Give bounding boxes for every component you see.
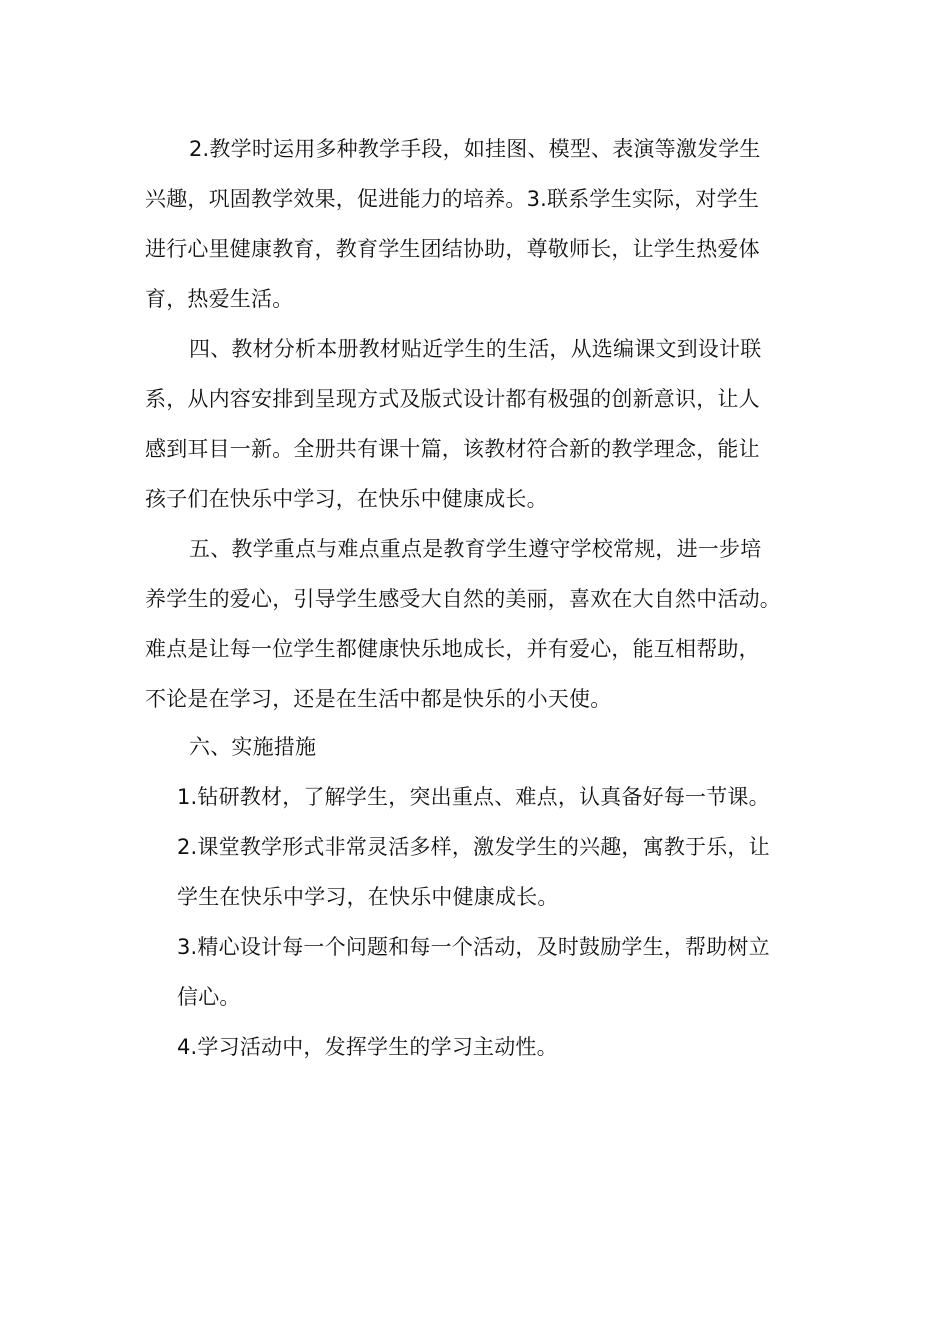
- paragraph-key-points: [145, 524, 817, 724]
- text-line: 五、教学重点与难点重点是教育学生遵守学校常规，进一步培: [189, 537, 762, 561]
- text-line: 四、教材分析本册教材贴近学生的生活，从选编课文到设计联: [189, 337, 762, 361]
- list-item-2-continued: 学生在快乐中学习，在快乐中健康成长。: [177, 885, 559, 909]
- text-line: 系，从内容安排到呈现方式及版式设计都有极强的创新意识，让人: [145, 387, 760, 411]
- list-item-1: 1.钻研教材，了解学生，突出重点、难点，认真备好每一节课。: [177, 785, 770, 809]
- text-line: 不论是在学习，还是在生活中都是快乐的小天使。: [145, 687, 612, 711]
- list-item-3: 3.精心设计每一个问题和每一个活动，及时鼓励学生，帮助树立: [177, 935, 770, 959]
- text-line: 感到耳目一新。全册共有课十篇，该教材符合新的教学理念，能让: [145, 437, 760, 461]
- section-heading: 六、实施措施: [189, 735, 317, 759]
- text-line: 养学生的爱心，引导学生感受大自然的美丽，喜欢在大自然中活动。: [145, 587, 781, 611]
- text-line: 育，热爱生活。: [145, 287, 294, 311]
- paragraph-textbook-analysis: [145, 324, 817, 524]
- section-implementation: [145, 722, 817, 1072]
- text-line: 进行心里健康教育，教育学生团结协助，尊敬师长，让学生热爱体: [145, 237, 760, 261]
- text-line: 难点是让每一位学生都健康快乐地成长，并有爱心，能互相帮助，: [145, 637, 760, 661]
- text-line: 孩子们在快乐中学习，在快乐中健康成长。: [145, 487, 548, 511]
- list-item-2: 2.课堂教学形式非常灵活多样，激发学生的兴趣，寓教于乐，让: [177, 835, 770, 859]
- paragraph-teaching-methods: [145, 124, 817, 324]
- list-item-4: 4.学习活动中，发挥学生的学习主动性。: [177, 1035, 558, 1059]
- list-item-3-continued: 信心。: [177, 985, 241, 1009]
- text-line: 兴趣，巩固教学效果，促进能力的培养。3.联系学生实际，对学生: [145, 187, 760, 211]
- text-line: 2.教学时运用多种教学手段，如挂图、模型、表演等激发学生: [189, 137, 761, 161]
